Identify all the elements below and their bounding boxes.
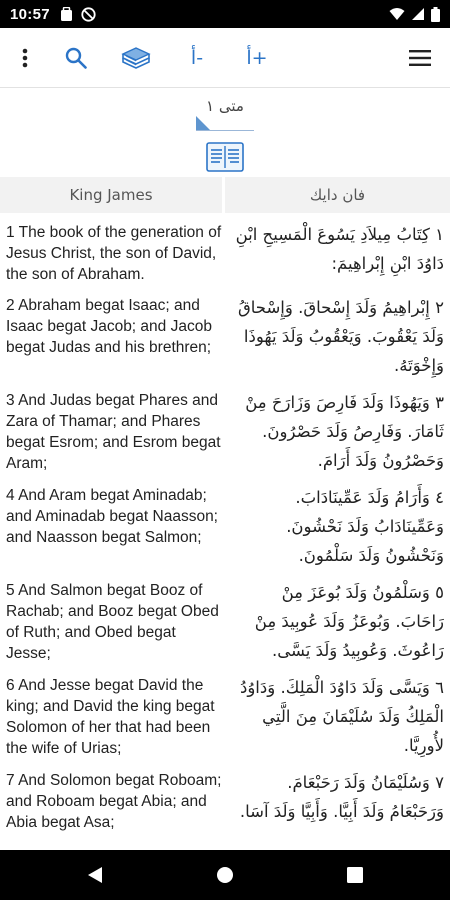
increase-font-button[interactable] — [238, 28, 276, 88]
verse-text-arabic[interactable]: ٢ إِبْراهِيمُ وَلَدَ إِسْحاقَ. وَإِسْحاقُ وَلَدَ يَعْقُوبَ. وَيَعْقُوبُ وَلَدَ يَهُوذَا وَإِخْوَتَهُ. — [237, 298, 444, 375]
verse-row — [0, 218, 450, 291]
recents-button[interactable] — [320, 850, 390, 900]
menu-icon — [409, 50, 431, 66]
toolbar — [0, 28, 450, 88]
parallel-columns-icon — [206, 142, 244, 172]
home-button[interactable] — [190, 850, 260, 900]
status-bar — [0, 0, 450, 28]
verse-text-english[interactable]: 6 And Jesse begat David the king; and David the king begat Solomon of her that had been the wife of Urias; — [6, 677, 215, 757]
verse-text-english[interactable]: 3 And Judas begat Phares and Zara of Thamar; and Phares begat Esrom; and Esrom begat Aram; — [6, 392, 221, 472]
verse-text-english[interactable]: 4 And Aram begat Aminadab; and Aminadab begat Naasson; and Naasson begat Salmon; — [6, 487, 218, 546]
library-button[interactable] — [114, 28, 158, 88]
translation-headers — [0, 177, 450, 213]
back-icon — [87, 866, 103, 884]
search-button[interactable] — [56, 28, 96, 88]
translation-header-right[interactable]: فان دايك — [225, 177, 450, 213]
bookmark-corner-icon — [196, 116, 210, 130]
notification-icon — [60, 7, 73, 22]
battery-icon — [431, 7, 440, 22]
verse-text-arabic[interactable]: ٦ وَيَسَّى وَلَدَ دَاوُدَ الْمَلِكَ. وَدَاوُدُ الْمَلِكُ وَلَدَ سُلَيْمَانَ مِنَ الَّتِي لأُورِيَّا. — [239, 678, 444, 755]
verse-text-arabic[interactable]: ٧ وَسُلَيْمَانُ وَلَدَ رَحَبْعَامَ. وَرَحَبْعَامُ وَلَدَ أَبِيَّا. وَأَبِيَّا وَلَدَ آسَا. — [239, 773, 444, 821]
book-header — [0, 89, 450, 177]
signal-icon — [411, 7, 425, 21]
more-vert-icon — [22, 48, 28, 68]
system-nav-bar — [0, 850, 450, 900]
verse-row — [0, 671, 450, 766]
font-increase-icon: أ+ — [246, 47, 268, 69]
verse-text-english[interactable]: 7 And Solomon begat Roboam; and Roboam begat Abia; and Abia begat Asa; — [6, 772, 222, 831]
verse-text-english[interactable]: 2 Abraham begat Isaac; and Isaac begat Jacob; and Jacob begat Judas and his brethren; — [6, 297, 212, 356]
more-options-button[interactable] — [8, 28, 42, 88]
verse-row — [0, 386, 450, 481]
verse-row — [0, 766, 450, 839]
recents-icon — [347, 867, 363, 883]
verse-text-arabic[interactable]: ١ كِتَابُ مِيلاَدِ يَسُوعَ الْمَسِيحِ ابْنِ دَاوُدَ ابْنِ إِبْراهِيمَ: — [235, 225, 444, 273]
status-time: 10:57 — [10, 5, 50, 23]
decrease-font-button[interactable] — [178, 28, 216, 88]
verse-text-english[interactable]: 1 The book of the generation of Jesus Christ, the son of David, the son of Abraham. — [6, 224, 222, 283]
book-chapter-selector[interactable]: متى ١ — [206, 97, 244, 115]
verse-row — [0, 291, 450, 386]
menu-button[interactable] — [400, 28, 440, 88]
books-icon — [121, 46, 151, 70]
back-button[interactable] — [60, 850, 130, 900]
translation-header-left[interactable]: King James — [0, 177, 225, 213]
verse-row — [0, 576, 450, 671]
search-icon — [65, 47, 87, 69]
verse-text-arabic[interactable]: ٣ وَيَهُوذَا وَلَدَ فَارِصَ وَزَارَحَ مِنْ ثَامَارَ. وَفَارِصُ وَلَدَ حَصْرُونَ. وَحَصْرُونُ وَلَدَ أَرَامَ. — [245, 393, 444, 470]
verse-text-english[interactable]: 5 And Salmon begat Booz of Rachab; and Booz begat Obed of Ruth; and Obed begat Jesse; — [6, 582, 219, 662]
verse-text-arabic[interactable]: ٤ وَأَرَامُ وَلَدَ عَمِّينَادَابَ. وَعَمِّينَادَابُ وَلَدَ نَحْشُونَ. وَنَحْشُونُ وَلَدَ سَلْمُونَ. — [286, 488, 444, 565]
home-icon — [216, 866, 234, 884]
wifi-icon — [389, 7, 405, 21]
do-not-disturb-icon — [81, 7, 96, 22]
layout-toggle-button[interactable] — [206, 142, 244, 172]
font-decrease-icon: أ- — [190, 47, 204, 69]
verse-row — [0, 481, 450, 576]
verse-text-arabic[interactable]: ٥ وَسَلْمُونُ وَلَدَ بُوعَزَ مِنْ رَاحَابَ. وَبُوعَزُ وَلَدَ عُوبِيدَ مِنْ رَاعُوثَ. وَعُوبِيدُ وَلَدَ يَسَّى. — [254, 583, 444, 660]
verse-list[interactable] — [0, 218, 450, 848]
